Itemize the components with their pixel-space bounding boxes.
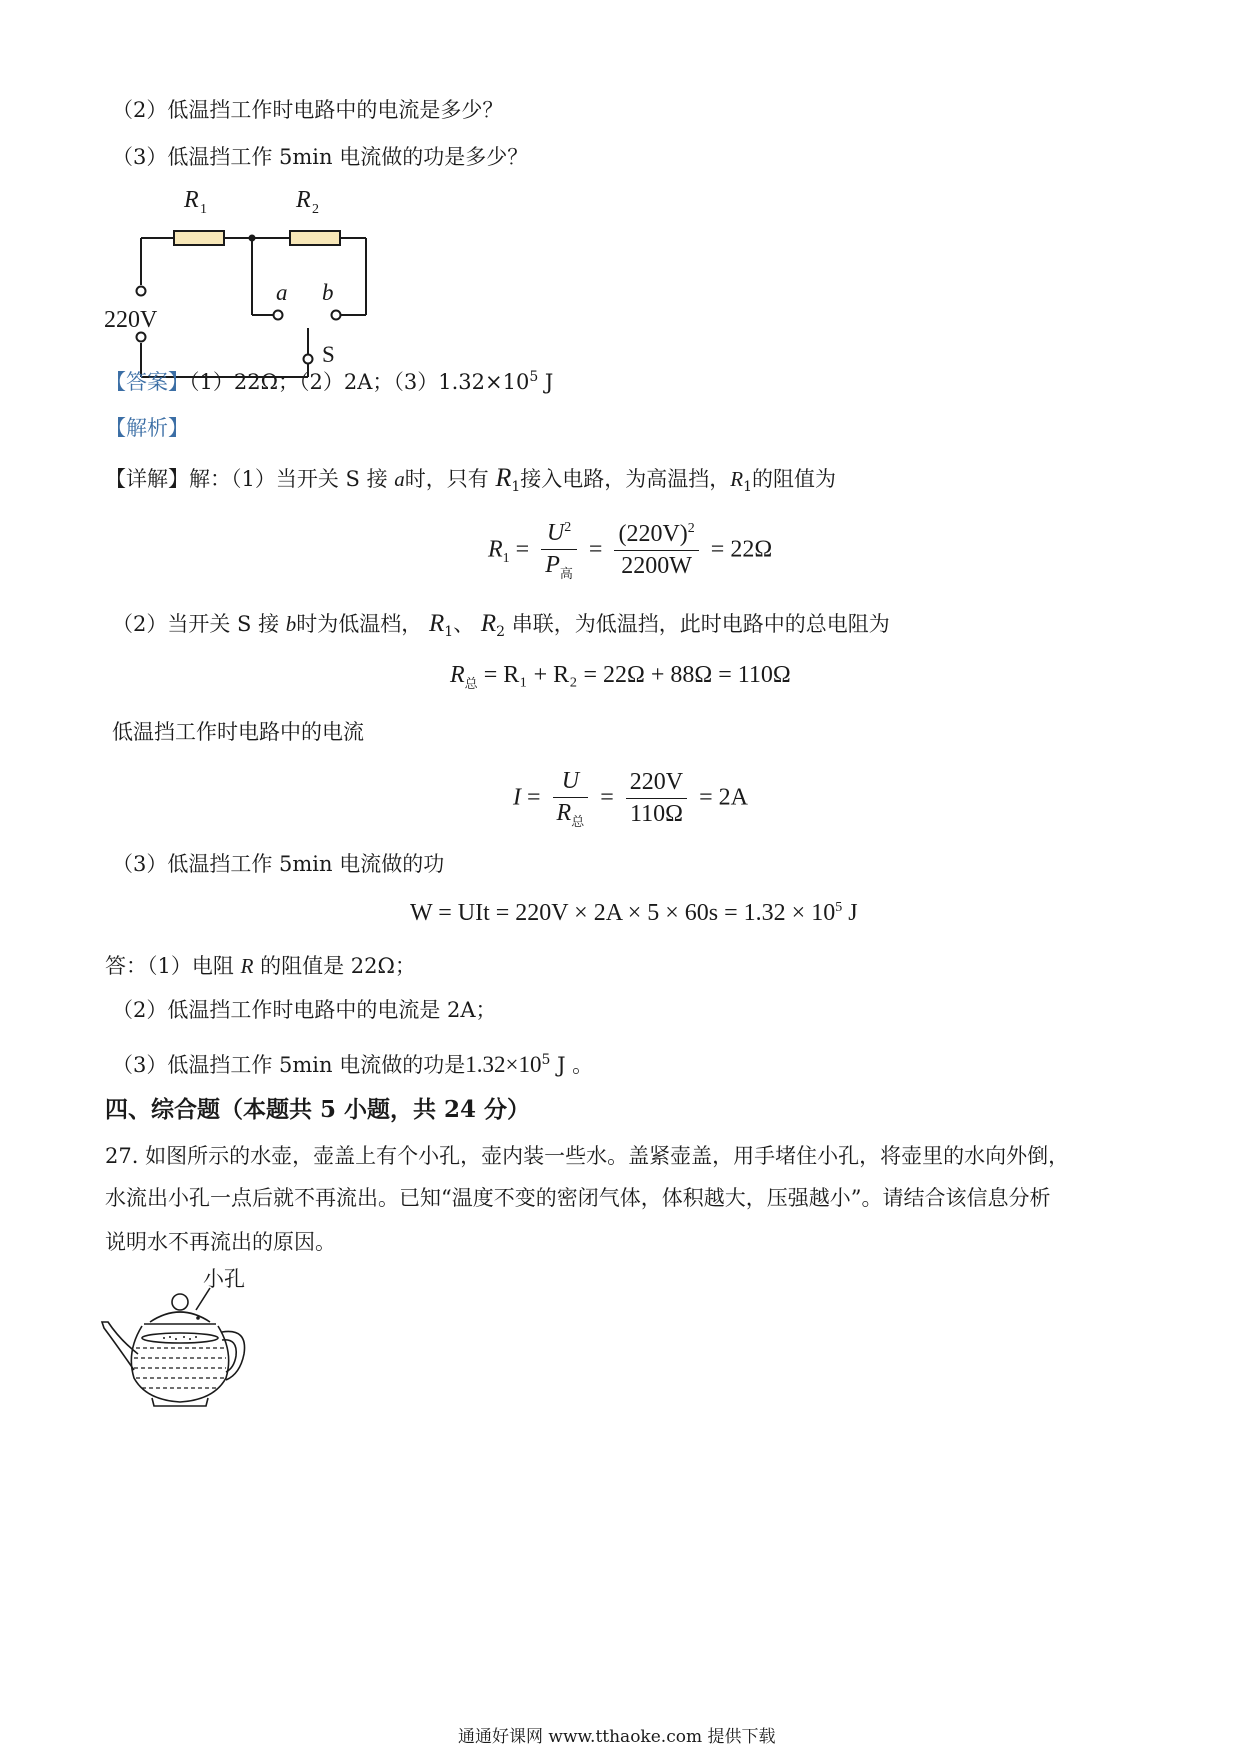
eq1-num2-sup: 2 bbox=[687, 521, 695, 537]
final-a3-unit: J 。 bbox=[550, 1053, 594, 1077]
final-answer-1 bbox=[105, 952, 416, 980]
var-r1-b-sub: 1 bbox=[743, 479, 753, 496]
var-r1-b: R bbox=[730, 467, 744, 491]
terminal-a-label: a bbox=[276, 280, 288, 305]
p2-r1-sub: 1 bbox=[444, 624, 454, 641]
eq1-num1-sup: 2 bbox=[564, 520, 572, 535]
eq1-num2: (220V) bbox=[618, 521, 688, 548]
eq3-result: = 2A bbox=[699, 784, 748, 811]
hole-label: 小孔 bbox=[203, 1267, 245, 1291]
section-heading: 四、综合题（本题共 5 小题，共 24 分） bbox=[105, 1096, 531, 1123]
eq3-den1-sub: 总 bbox=[571, 813, 585, 829]
detail-text-a: 解：（1）当开关 S 接 bbox=[189, 467, 388, 491]
question-27-line-2: 水流出小孔一点后就不再流出。已知“温度不变的密闭气体，体积越大，压强越小”。请结合该信息分析 bbox=[105, 1186, 1051, 1210]
eq3-num2: 220V bbox=[626, 769, 687, 799]
p2-sep: 、 bbox=[453, 612, 475, 636]
var-r1-sub: 1 bbox=[511, 479, 521, 496]
p2-r2: R bbox=[480, 610, 497, 637]
eq1-fraction-1 bbox=[541, 520, 577, 582]
eq1-result: = 22Ω bbox=[710, 536, 773, 563]
eq1-fraction-2 bbox=[614, 521, 698, 580]
p2-r1: R bbox=[428, 610, 445, 637]
p2-text-c: 串联，为低温挡，此时电路中的总电阻为 bbox=[511, 612, 890, 636]
r1-sub: 1 bbox=[200, 202, 207, 217]
r2-label: R bbox=[296, 187, 311, 213]
r2-sub: 2 bbox=[312, 202, 319, 217]
p2-text-a: （2）当开关 S 接 bbox=[112, 612, 280, 636]
detail-paragraph-4: （3）低温挡工作 5min 电流做的功 bbox=[112, 852, 445, 876]
eq1-den1-sub: 高 bbox=[559, 565, 573, 581]
eq3-fraction-1 bbox=[553, 768, 589, 830]
eq2-lhs-sub: 总 bbox=[464, 675, 478, 691]
answer-exp: 5 bbox=[529, 369, 539, 385]
final-a1-var: R bbox=[240, 954, 254, 978]
eq4-unit: J bbox=[842, 900, 858, 926]
detail-tag: 【详解】 bbox=[105, 467, 189, 491]
eq1-den2: 2200W bbox=[621, 553, 692, 580]
eq4-exp: 5 bbox=[835, 900, 843, 915]
answer-text: （1）22Ω；（2）2A；（3）1.32×10 bbox=[189, 370, 530, 394]
detail-paragraph-1 bbox=[105, 464, 836, 501]
final-a1-text: 答：（1）电阻 bbox=[105, 954, 234, 978]
voltage-label: 220V bbox=[104, 307, 158, 333]
question-27-line-1: 27. 如图所示的水壶，壶盖上有个小孔，壶内装一些水。盖紧壶盖，用手堵住小孔，将壶里的水向外倒， bbox=[105, 1144, 1070, 1168]
eq3-den1: R bbox=[556, 800, 572, 826]
answer-line bbox=[105, 363, 553, 396]
r1-label: R bbox=[184, 187, 199, 213]
detail-paragraph-2 bbox=[112, 610, 890, 646]
var-b: b bbox=[285, 612, 297, 636]
equation-4 bbox=[410, 900, 858, 927]
detail-text-b: 时，只有 bbox=[404, 467, 489, 491]
answer-unit: J bbox=[538, 370, 554, 394]
final-a3-value: 1.32×10 bbox=[465, 1052, 542, 1077]
final-a3-exp: 5 bbox=[541, 1052, 551, 1068]
equation-2 bbox=[450, 662, 791, 692]
final-a1-text-b: 的阻值是 22Ω； bbox=[260, 954, 416, 978]
answer-tag: 【答案】 bbox=[105, 370, 189, 394]
eq3-num1: U bbox=[553, 768, 589, 798]
var-r1: R bbox=[495, 463, 512, 492]
circuit-diagram bbox=[100, 185, 380, 385]
teapot-illustration bbox=[98, 1282, 258, 1412]
terminal-b-label: b bbox=[322, 280, 334, 305]
switch-label: S bbox=[322, 342, 335, 367]
eq3-lhs: I bbox=[513, 784, 521, 811]
p2-r2-sub: 2 bbox=[496, 624, 506, 641]
eq3-den2: 110Ω bbox=[629, 801, 683, 828]
final-answer-3 bbox=[112, 1046, 593, 1079]
question-2: （2）低温挡工作时电路中的电流是多少？ bbox=[112, 98, 504, 122]
question-3: （3）低温挡工作 5min 电流做的功是多少？ bbox=[112, 145, 529, 169]
detail-text-c: 接入电路，为高温挡， bbox=[520, 467, 731, 491]
analysis-tag: 【解析】 bbox=[105, 416, 189, 440]
var-a: a bbox=[394, 467, 405, 491]
final-a3-text: （3）低温挡工作 5min 电流做的功是 bbox=[112, 1053, 466, 1077]
footer-text: 通通好课网 www.tthaoke.com 提供下载 bbox=[458, 1727, 776, 1747]
eq2-rhs: = R₁ + R₂ = 22Ω + 88Ω = 110Ω bbox=[483, 662, 791, 688]
eq4-text: W = UIt = 220V × 2A × 5 × 60s = 1.32 × 10 bbox=[410, 900, 836, 926]
equation-1: $R_1$ = $\frac{U^2}{P_高}$ = $\frac{(220V)^2}{2200W}$ = 22Ω bbox=[488, 520, 773, 581]
detail-paragraph-3: 低温挡工作时电路中的电流 bbox=[112, 720, 364, 744]
detail-text-d: 的阻值为 bbox=[752, 467, 837, 491]
eq1-den1: P bbox=[545, 552, 560, 578]
eq1-lhs-sub: 1 bbox=[502, 551, 510, 567]
question-27-line-3: 说明水不再流出的原因。 bbox=[105, 1230, 336, 1254]
eq2-lhs: R bbox=[450, 662, 465, 688]
equation-3: I = $\frac{U}{R_总}$ = $\frac{220V}{110\Omega}$ = 2A bbox=[513, 768, 748, 829]
p2-text-b: 时为低温档， bbox=[296, 612, 423, 636]
eq1-num1: U bbox=[546, 520, 565, 546]
final-answer-2: （2）低温挡工作时电路中的电流是 2A； bbox=[112, 998, 497, 1022]
eq1-lhs: R bbox=[488, 536, 503, 563]
eq3-fraction-2 bbox=[626, 769, 687, 828]
